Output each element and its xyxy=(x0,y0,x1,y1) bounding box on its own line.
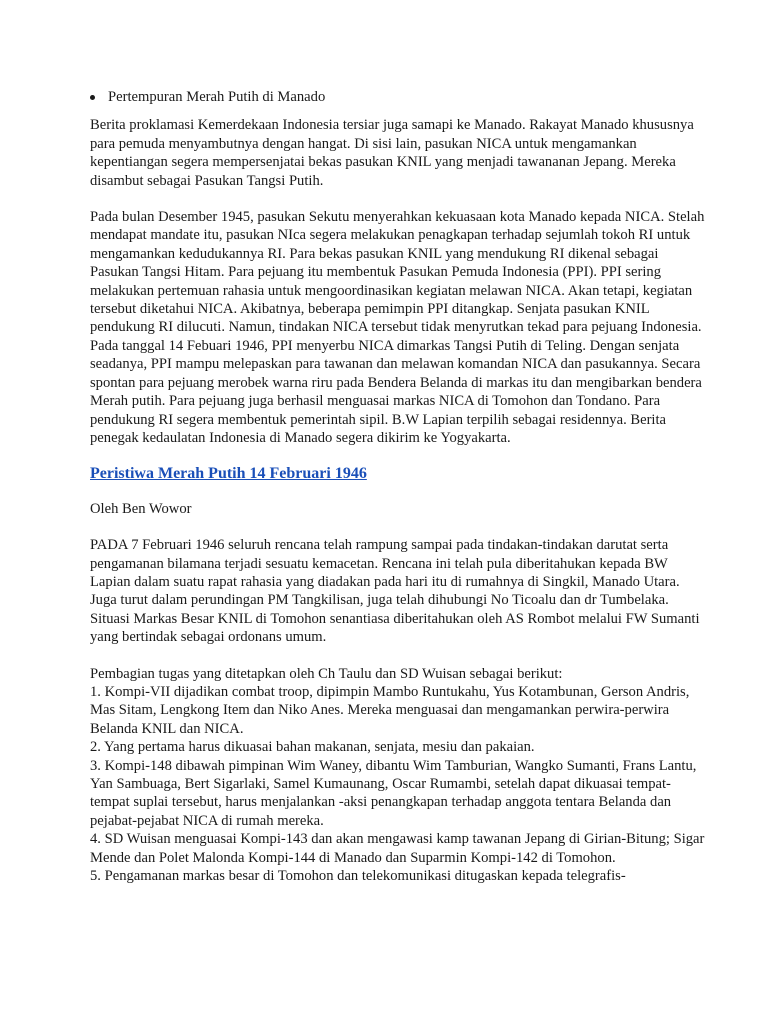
task-item: 2. Yang pertama harus dikuasai bahan makanan, senjata, mesiu dan pakaian. xyxy=(90,739,535,756)
task-item: 1. Kompi-VII dijadikan combat troop, dipimpin Mambo Runtukahu, Yus Kotambunan, Gerson Andris, Mas Sitam, Lengkong Item dan Niko Anes. Mereka menguasai dan mengamankan perwira-perwira Belanda KNIL dan NICA. xyxy=(90,683,690,737)
task-list-intro: Pembagian tugas yang ditetapkan oleh Ch Taulu dan SD Wuisan sebagai berikut: xyxy=(90,665,563,682)
task-item: 3. Kompi-148 dibawah pimpinan Wim Waney, dibantu Wim Tamburian, Wangko Sumanti, Frans Lantu, Yan Sambuaga, Bert Sigarlaki, Samel Kumaunang, Oscar Rumambi, setelah dapat dikuasai tempat-tempat suplai tersebut, harus menjalankan -aksi penangkapan terhadap anggota tentara Belanda dan pejabat-pejabat NICA di rumah mereka. xyxy=(90,757,697,829)
task-list xyxy=(90,665,710,886)
article-heading-link[interactable]: Peristiwa Merah Putih 14 Februari 1946 xyxy=(90,465,367,483)
document-page xyxy=(90,88,710,885)
task-item: 4. SD Wuisan menguasai Kompi-143 dan akan mengawasi kamp tawanan Jepang di Girian-Bitung; Sigar Mende dan Polet Malonda Kompi-144 di Manado dan Suparmin Kompi-142 di Tomohon. xyxy=(90,831,705,866)
bullet-item xyxy=(90,88,710,106)
paragraph-desember-1945: Pada bulan Desember 1945, pasukan Sekutu menyerahkan kekuasaan kota Manado kepada NICA. Stelah mendapat mandate itu, pasukan NIca segera melakukan penagkapan terhadap sejumlah tokoh RI untuk mengamankan kedudukannya RI. Para bekas pasukan KNIL yang mendukung RI dikenal sebagai Pasukan Tangsi Hitam. Para pejuang itu membentuk Pasukan Pemuda Indonesia (PPI). PPI sering melakukan pertemuan rahasia untuk mengoordinasikan kegiatan melawan NICA. Akan tetapi, kegiatan tersebut diketahui NICA. Akibatnya, beberapa pemimpin PPI ditangkap. Senjata pasukan KNIL pendukung RI dilucuti. Namun, tindakan NICA tersebut tidak menyrutkan tekad para pejuang Indonesia. Pada tanggal 14 Febuari 1946, PPI menyerbu NICA dimarkas Tangsi Putih di Teling. Dengan senjata seadanya, PPI mampu melepaskan para tawanan dan melawan komandan NICA dan pasukannya. Secara spontan para pejuang merobek warna riru pada Bendera Belanda di markas itu dan mengibarkan bendera Merah putih. Para pejuang juga berhasil menguasai markas NICA di Tomohon dan Tondano. Para pendukung RI segera membentuk pemerintah sipil. B.W Lapian terpilih sebagai residennya. Berita penegak kedaulatan Indonesia di Manado segera dikirim ke Yogyakarta. xyxy=(90,209,705,446)
author-line: Oleh Ben Wowor xyxy=(90,500,192,517)
bullet-text: Pertempuran Merah Putih di Manado xyxy=(108,89,326,105)
bullet-dot-icon xyxy=(90,95,95,100)
paragraph-7-februari: PADA 7 Februari 1946 seluruh rencana telah rampung sampai pada tindakan-tindakan darutat serta pengamanan bilamana terjadi sesuatu kemacetan. Rencana ini telah pula diberitahukan kepada BW Lapian dalam suatu rapat rahasia yang diadakan pada hari itu di rumahnya di Singkil, Manado Utara. Juga turut dalam perundingan PM Tangkilisan, juga telah dihubungi No Ticoalu dan dr Tumbelaka. Situasi Markas Besar KNIL di Tomohon senantiasa diberitahukan oleh AS Rombot melalui FW Sumanti yang bertindak sebagai ordonans umum. xyxy=(90,537,700,646)
paragraph-proklamasi: Berita proklamasi Kemerdekaan Indonesia tersiar juga samapi ke Manado. Rakayat Manado khususnya para pemuda menyambutnya dengan hangat. Di sisi lain, pasukan NICA untuk mengamankan kepentiangan segera mempersenjatai bekas pasukan KNIL yang menjadi tawananan Jepang. Mereka disambut sebagai Pasukan Tangsi Putih. xyxy=(90,117,694,189)
task-item: 5. Pengamanan markas besar di Tomohon dan telekomunikasi ditugaskan kepada telegrafis- xyxy=(90,868,626,885)
